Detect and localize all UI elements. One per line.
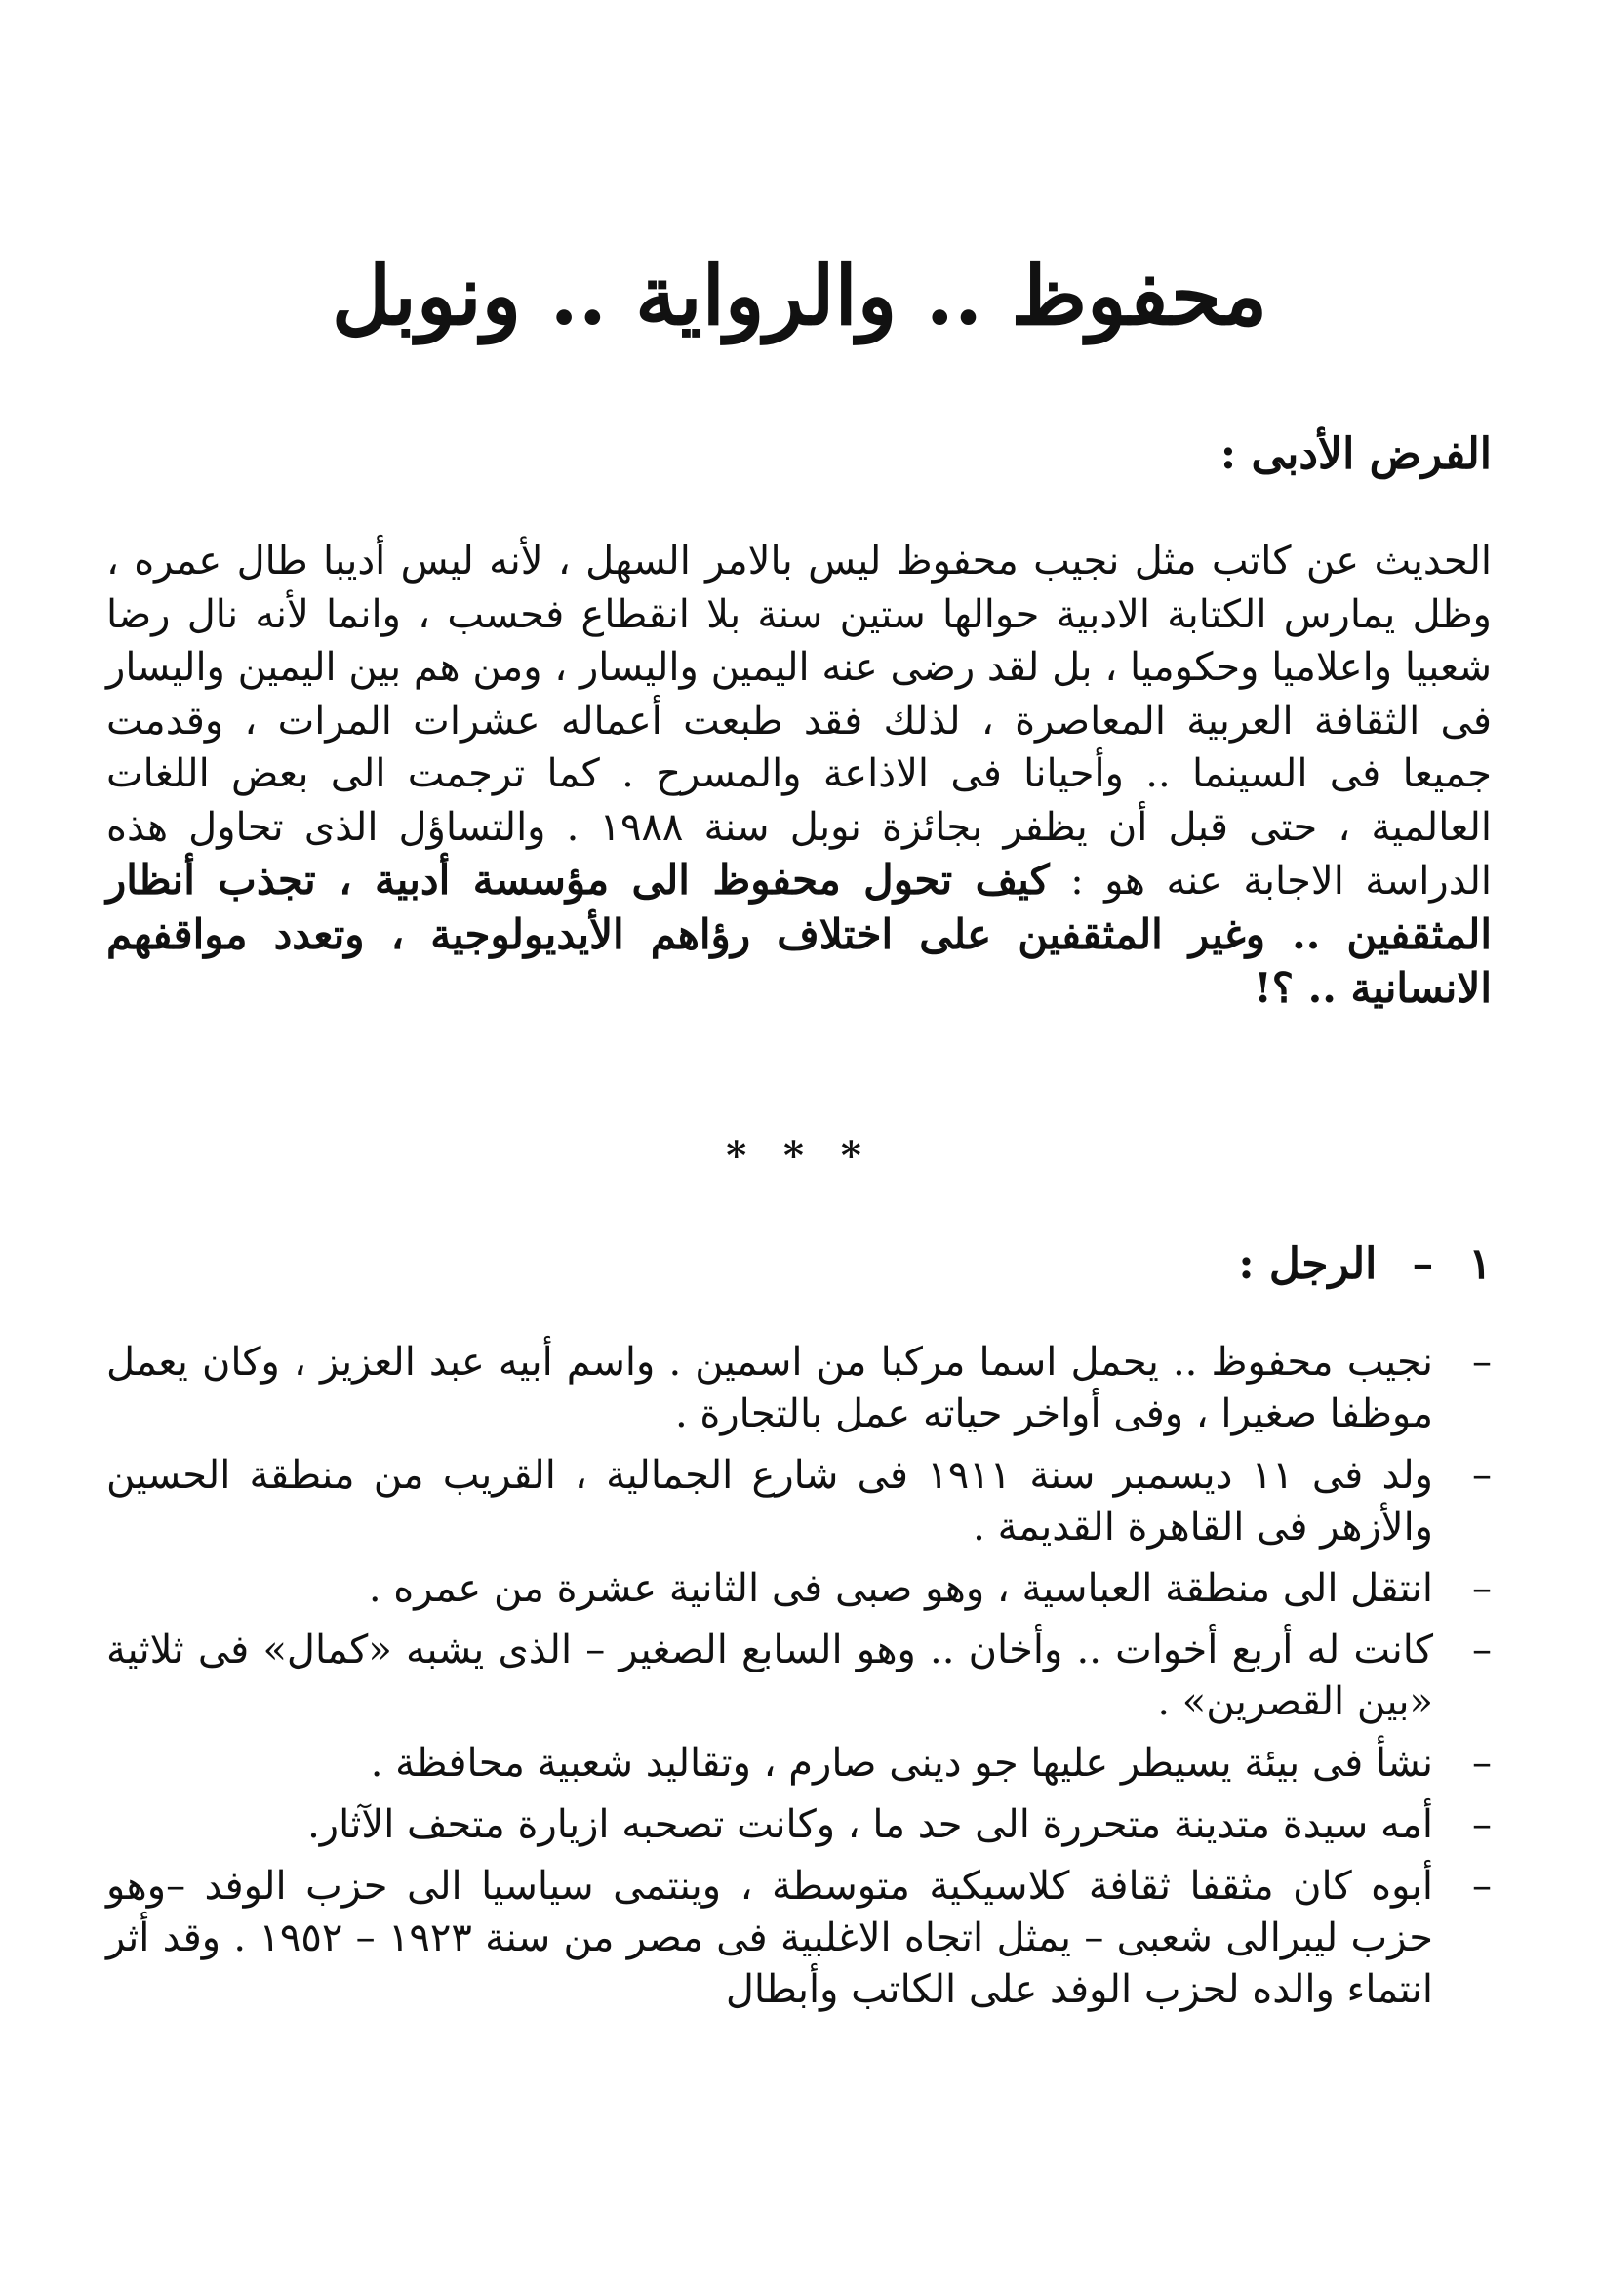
- list-item: [106, 1563, 1492, 1615]
- list-item: [106, 1738, 1492, 1790]
- intro-paragraph: [106, 535, 1492, 1017]
- bullet-dash: –: [1472, 1340, 1492, 1385]
- list-item: [106, 1799, 1492, 1851]
- list-item-text: أبوه كان مثقفا ثقافة كلاسيكية متوسطة ، وينتمى سياسيا الى حزب الوفد –وهو حزب ليبرالى شعبى – يمثل اتجاه الاغلبية فى مصر من سنة ١٩٢٣ – ١٩٥٢ . وقد أثر انتماء والده لحزب الوفد على الكاتب وأبطال: [106, 1864, 1433, 2012]
- list-item: [106, 1625, 1492, 1728]
- list-item-text: نجيب محفوظ .. يحمل اسما مركبا من اسمين . واسم أبيه عبد العزيز ، وكان يعمل موظفا صغيرا ، وفى أواخر حياته عمل بالتجارة .: [106, 1340, 1433, 1436]
- chapter-number: ١: [1468, 1239, 1492, 1289]
- chapter-heading: [1238, 1237, 1492, 1292]
- bullet-dash: –: [1472, 1453, 1492, 1498]
- bullet-dash: –: [1472, 1741, 1492, 1786]
- chapter-label: الرجل :: [1238, 1239, 1378, 1289]
- bullet-dash: –: [1472, 1628, 1492, 1672]
- intro-text: الحديث عن كاتب مثل نجيب محفوظ ليس بالامر السهل ، لأنه ليس أديبا طال عمره ، وظل يمارس الكتابة الادبية حوالها ستين سنة بلا انقطاع فحسب ، وانما لأنه نال رضا شعبيا واعلاميا وحكوميا ، بل لقد رضى عنه اليمين واليسار ، ومن هم بين اليمين واليسار فى الثقافة العربية المعاصرة ، لذلك فقد طبعت أعماله عشرات المرات ، وقدمت جميعا فى السينما .. وأحيانا فى الاذاعة والمسرح . كما ترجمت الى بعض اللغات العالمية ، حتى قبل أن يظفر بجائزة نوبل سنة ١٩٨٨ . والتساؤل الذى تحاول هذه الدراسة الاجابة عنه هو :: [106, 539, 1492, 904]
- list-item: [106, 1450, 1492, 1553]
- page-title: محفوظ .. والرواية .. ونوبل: [331, 247, 1268, 343]
- chapter-dash: –: [1412, 1239, 1434, 1289]
- bullet-dash: –: [1472, 1802, 1492, 1847]
- section-separator: * * *: [726, 1133, 873, 1179]
- list-item: [106, 1861, 1492, 2016]
- list-item-text: نشأ فى بيئة يسيطر عليها جو دينى صارم ، وتقاليد شعبية محافظة .: [370, 1741, 1433, 1786]
- section-heading: الفرض الأدبى :: [1219, 429, 1492, 479]
- bullet-dash: –: [1472, 1864, 1492, 1909]
- list-item: [106, 1337, 1492, 1440]
- facts-list: [106, 1337, 1492, 2026]
- bullet-dash: –: [1472, 1566, 1492, 1611]
- list-item-text: ولد فى ١١ ديسمبر سنة ١٩١١ فى شارع الجمالية ، القريب من منطقة الحسين والأزهر فى القاهرة القديمة .: [106, 1453, 1433, 1550]
- list-item-text: انتقل الى منطقة العباسية ، وهو صبى فى الثانية عشرة من عمره .: [368, 1566, 1433, 1611]
- intro-question: كيف تحول محفوظ الى مؤسسة أدبية ، تجذب أنظار المثقفين .. وغير المثقفين على اختلاف رؤاهم الأيديولوجية ، وتعدد مواقفهم الانسانية .. ؟!: [106, 856, 1492, 1012]
- list-item-text: أمه سيدة متدينة متحررة الى حد ما ، وكانت تصحبه ازيارة متحف الآثار.: [307, 1802, 1433, 1847]
- list-item-text: كانت له أربع أخوات .. وأخان .. وهو السابع الصغير – الذى يشبه «كمال» فى ثلاثية «بين القصرين» .: [106, 1628, 1433, 1724]
